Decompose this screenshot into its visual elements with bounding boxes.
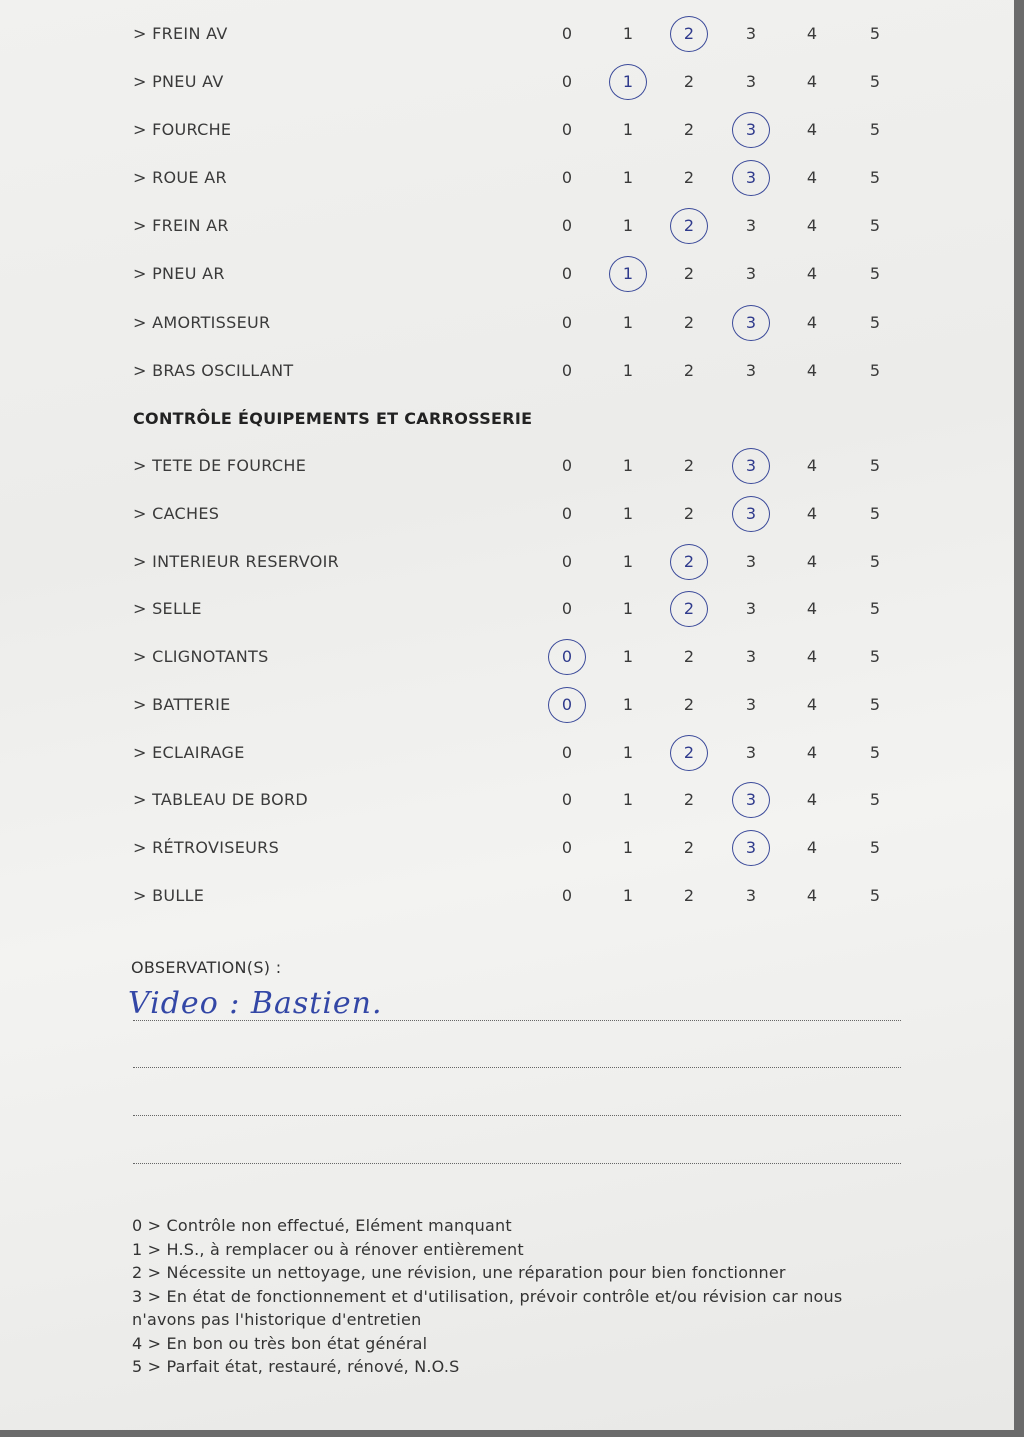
legend-item: 2 > Nécessite un nettoyage, une révision, une réparation pour bien fonctionner	[132, 1263, 786, 1282]
legend-item: 5 > Parfait état, restauré, rénové, N.O.S	[132, 1357, 460, 1376]
rating-option[interactable]: 1	[622, 695, 634, 714]
rating-option[interactable]: 4	[806, 838, 818, 857]
rating-option[interactable]: 1	[622, 120, 634, 139]
rating-option[interactable]: 3	[745, 72, 757, 91]
rating-row	[0, 67, 1000, 97]
rating-row	[0, 259, 1000, 289]
rating-option[interactable]: 4	[806, 216, 818, 235]
rating-row-label: > BULLE	[133, 886, 205, 905]
rating-option[interactable]: 4	[806, 552, 818, 571]
rating-option[interactable]: 5	[869, 886, 881, 905]
rating-option[interactable]: 4	[806, 120, 818, 139]
rating-row-label: > FOURCHE	[133, 120, 232, 139]
rating-row	[0, 833, 1000, 863]
rating-option[interactable]: 3	[745, 599, 757, 618]
rating-option[interactable]: 4	[806, 72, 818, 91]
observations-title: OBSERVATION(S) :	[131, 958, 282, 977]
rating-option[interactable]: 3	[745, 886, 757, 905]
rating-option[interactable]: 2	[683, 838, 695, 857]
rating-option[interactable]: 0	[561, 456, 573, 475]
rating-option-selected[interactable]: 3	[736, 785, 766, 815]
rating-option[interactable]: 4	[806, 790, 818, 809]
rating-option-selected[interactable]: 2	[674, 738, 704, 768]
rating-option-selected[interactable]: 2	[674, 19, 704, 49]
observation-line[interactable]	[133, 1067, 901, 1068]
rating-row-label: > RÉTROVISEURS	[133, 838, 280, 857]
rating-row	[0, 547, 1000, 577]
rating-option[interactable]: 2	[683, 456, 695, 475]
rating-option[interactable]: 4	[806, 743, 818, 762]
rating-option[interactable]: 2	[683, 120, 695, 139]
rating-row	[0, 499, 1000, 529]
rating-option[interactable]: 0	[561, 743, 573, 762]
rating-option-selected[interactable]: 1	[613, 259, 643, 289]
rating-row-label: > BATTERIE	[133, 695, 231, 714]
observation-line[interactable]	[133, 1163, 901, 1164]
rating-option[interactable]: 0	[561, 838, 573, 857]
rating-option[interactable]: 1	[622, 743, 634, 762]
rating-option[interactable]: 1	[622, 504, 634, 523]
section-title: CONTRÔLE ÉQUIPEMENTS ET CARROSSERIE	[133, 409, 533, 428]
observations-handwritten-note: Video : Bastien.	[128, 986, 383, 1021]
rating-option[interactable]: 4	[806, 24, 818, 43]
rating-option[interactable]: 5	[869, 838, 881, 857]
rating-option[interactable]: 0	[561, 599, 573, 618]
rating-row-label: > FREIN AR	[133, 216, 229, 235]
rating-option[interactable]: 3	[745, 743, 757, 762]
rating-option[interactable]: 5	[869, 168, 881, 187]
rating-option[interactable]: 4	[806, 264, 818, 283]
rating-option[interactable]: 5	[869, 647, 881, 666]
rating-option[interactable]: 3	[745, 264, 757, 283]
rating-option[interactable]: 4	[806, 313, 818, 332]
rating-option[interactable]: 2	[683, 886, 695, 905]
rating-option[interactable]: 2	[683, 790, 695, 809]
rating-option[interactable]: 0	[561, 216, 573, 235]
rating-option[interactable]: 0	[561, 24, 573, 43]
rating-option-selected[interactable]: 3	[736, 451, 766, 481]
rating-option[interactable]: 1	[622, 313, 634, 332]
rating-option[interactable]: 0	[561, 361, 573, 380]
rating-row	[0, 115, 1000, 145]
rating-option[interactable]: 3	[745, 216, 757, 235]
rating-row-label: > FREIN AV	[133, 24, 228, 43]
rating-option[interactable]: 0	[561, 168, 573, 187]
rating-row	[0, 690, 1000, 720]
observation-line[interactable]	[133, 1020, 901, 1021]
rating-row-label: > ECLAIRAGE	[133, 743, 245, 762]
rating-option-selected[interactable]: 2	[674, 211, 704, 241]
rating-option[interactable]: 1	[622, 456, 634, 475]
rating-row	[0, 211, 1000, 241]
rating-option[interactable]: 4	[806, 361, 818, 380]
rating-row	[0, 19, 1000, 49]
rating-option[interactable]: 2	[683, 504, 695, 523]
rating-option[interactable]: 5	[869, 216, 881, 235]
rating-option[interactable]: 2	[683, 313, 695, 332]
rating-option[interactable]: 0	[561, 504, 573, 523]
rating-row-label: > INTERIEUR RESERVOIR	[133, 552, 340, 571]
rating-row	[0, 163, 1000, 193]
rating-option[interactable]: 5	[869, 743, 881, 762]
rating-option[interactable]: 3	[745, 552, 757, 571]
rating-option[interactable]: 4	[806, 504, 818, 523]
rating-option[interactable]: 1	[622, 168, 634, 187]
rating-row	[0, 738, 1000, 768]
rating-option[interactable]: 4	[806, 599, 818, 618]
rating-option[interactable]: 4	[806, 886, 818, 905]
rating-row	[0, 594, 1000, 624]
rating-option[interactable]: 5	[869, 264, 881, 283]
rating-option-selected[interactable]: 3	[736, 115, 766, 145]
rating-option-selected[interactable]: 2	[674, 594, 704, 624]
rating-option-selected[interactable]: 3	[736, 163, 766, 193]
rating-row-label: > CLIGNOTANTS	[133, 647, 269, 666]
rating-option-selected[interactable]: 3	[736, 308, 766, 338]
rating-row-label: > SELLE	[133, 599, 202, 618]
legend-item: 4 > En bon ou très bon état général	[132, 1333, 428, 1353]
rating-option[interactable]: 2	[683, 695, 695, 714]
rating-option[interactable]: 5	[869, 695, 881, 714]
rating-option-selected[interactable]: 0	[552, 642, 582, 672]
rating-option[interactable]: 2	[683, 647, 695, 666]
rating-option[interactable]: 5	[869, 599, 881, 618]
rating-option[interactable]: 1	[622, 790, 634, 809]
rating-option[interactable]: 4	[806, 456, 818, 475]
rating-option[interactable]: 5	[869, 361, 881, 380]
rating-option[interactable]: 5	[869, 504, 881, 523]
rating-option[interactable]: 4	[806, 647, 818, 666]
rating-option[interactable]: 1	[622, 886, 634, 905]
rating-row	[0, 881, 1000, 911]
rating-option[interactable]: 5	[869, 790, 881, 809]
rating-option[interactable]: 2	[683, 168, 695, 187]
rating-row-label: > PNEU AV	[133, 72, 224, 91]
rating-option[interactable]: 4	[806, 168, 818, 187]
rating-option[interactable]: 3	[745, 647, 757, 666]
rating-option[interactable]: 0	[561, 264, 573, 283]
rating-option[interactable]: 0	[561, 72, 573, 91]
legend-item: 1 > H.S., à remplacer ou à rénover entièrement	[132, 1239, 524, 1259]
rating-option[interactable]: 3	[745, 361, 757, 380]
rating-option[interactable]: 2	[683, 361, 695, 380]
rating-row	[0, 451, 1000, 481]
rating-row	[0, 308, 1000, 338]
rating-option[interactable]: 0	[561, 552, 573, 571]
rating-option[interactable]: 0	[561, 790, 573, 809]
rating-row-label: > PNEU AR	[133, 264, 225, 283]
rating-option[interactable]: 1	[622, 838, 634, 857]
rating-option[interactable]: 5	[869, 24, 881, 43]
rating-option[interactable]: 2	[683, 264, 695, 283]
rating-option-selected[interactable]: 3	[736, 499, 766, 529]
rating-option-selected[interactable]: 2	[674, 547, 704, 577]
rating-row-label: > BRAS OSCILLANT	[133, 361, 294, 380]
rating-row	[0, 642, 1000, 672]
rating-option[interactable]: 0	[561, 313, 573, 332]
rating-row-label: > AMORTISSEUR	[133, 313, 271, 332]
rating-option[interactable]: 4	[806, 695, 818, 714]
rating-option[interactable]: 5	[869, 120, 881, 139]
rating-option-selected[interactable]: 3	[736, 833, 766, 863]
rating-option-selected[interactable]: 1	[613, 67, 643, 97]
rating-option[interactable]: 0	[561, 120, 573, 139]
rating-option[interactable]: 2	[683, 72, 695, 91]
rating-option[interactable]: 1	[622, 552, 634, 571]
rating-option[interactable]: 1	[622, 216, 634, 235]
rating-option[interactable]: 1	[622, 361, 634, 380]
rating-option[interactable]: 1	[622, 647, 634, 666]
rating-option[interactable]: 5	[869, 552, 881, 571]
rating-option[interactable]: 5	[869, 72, 881, 91]
legend-item: 3 > En état de fonctionnement et d'utilisation, prévoir contrôle et/ou révision car nous n'avons pas l'historique d'entretien	[132, 1286, 843, 1329]
rating-option[interactable]: 1	[622, 24, 634, 43]
rating-row-label: > ROUE AR	[133, 168, 227, 187]
rating-row	[0, 356, 1000, 386]
legend-item: 0 > Contrôle non effectué, Elément manquant	[132, 1216, 512, 1235]
rating-option[interactable]: 5	[869, 313, 881, 332]
rating-row	[0, 785, 1000, 815]
rating-option-selected[interactable]: 0	[552, 690, 582, 720]
rating-option[interactable]: 3	[745, 24, 757, 43]
observation-line[interactable]	[133, 1115, 901, 1116]
rating-option[interactable]: 5	[869, 456, 881, 475]
rating-row-label: > TETE DE FOURCHE	[133, 456, 307, 475]
rating-row-label: > CACHES	[133, 504, 220, 523]
rating-legend	[132, 1214, 892, 1379]
rating-row-label: > TABLEAU DE BORD	[133, 790, 309, 809]
rating-option[interactable]: 0	[561, 886, 573, 905]
rating-option[interactable]: 1	[622, 599, 634, 618]
rating-option[interactable]: 3	[745, 695, 757, 714]
